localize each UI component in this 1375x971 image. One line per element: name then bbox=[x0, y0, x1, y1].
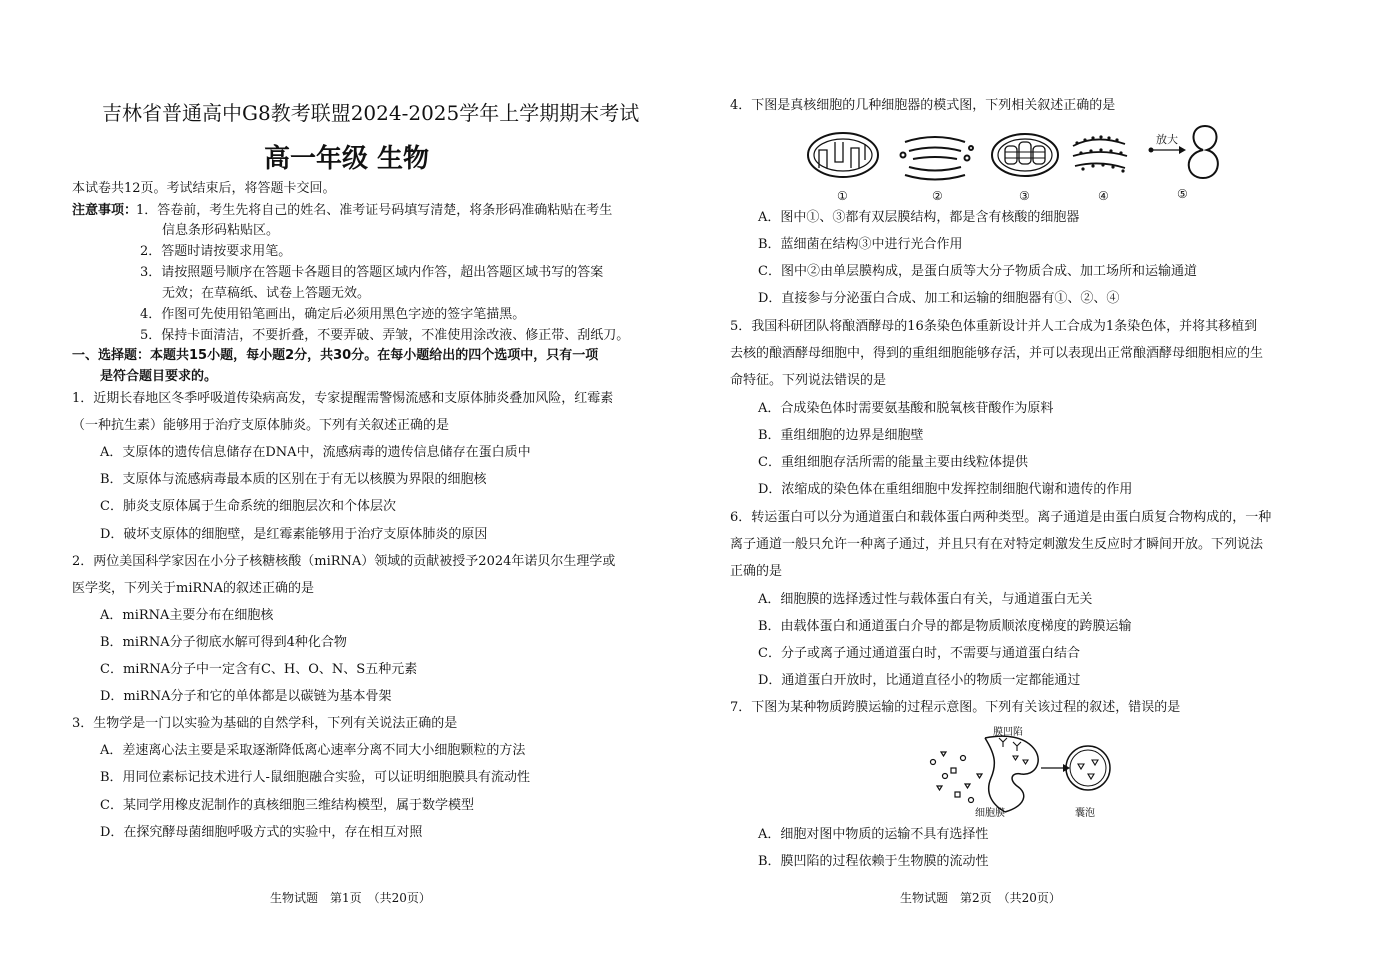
q6-stem-cont2: 正确的是 bbox=[730, 564, 783, 579]
label-cell-membrane: 细胞膜 bbox=[975, 808, 1005, 819]
notice-1b: 信息条形码粘贴区。 bbox=[162, 223, 280, 238]
label-3: ③ bbox=[1019, 189, 1030, 203]
rough-er-diagram bbox=[1073, 135, 1127, 172]
q4-option-b: B．蓝细菌在结构③中进行光合作用 bbox=[758, 237, 963, 252]
q2-stem: 2．两位美国科学家因在小分子核糖核酸（miRNA）领域的贡献被授予2024年诺贝尔生理学或 bbox=[72, 554, 616, 569]
exam-subtitle: 高一年级 生物 bbox=[264, 144, 430, 174]
q5-option-c: C．重组细胞存活所需的能量主要由线粒体提供 bbox=[758, 455, 1028, 470]
q6-stem: 6．转运蛋白可以分为通道蛋白和载体蛋白两种类型。离子通道是由蛋白质复合物构成的，一种 bbox=[730, 510, 1272, 525]
endocytosis-figure bbox=[925, 724, 1115, 820]
organelle-5-diagram bbox=[1189, 126, 1218, 178]
enlarge-label: 放大 bbox=[1156, 133, 1178, 146]
label-vesicle: 囊泡 bbox=[1075, 808, 1095, 819]
extracellular-particles bbox=[931, 752, 983, 803]
notice-label: 注意事项： bbox=[72, 203, 138, 218]
q6-option-a: A．细胞膜的选择透过性与载体蛋白有关，与通道蛋白无关 bbox=[758, 592, 1093, 607]
q3-option-c: C．某同学用橡皮泥制作的真核细胞三维结构模型，属于数学模型 bbox=[100, 798, 474, 813]
label-membrane-pit: 膜凹陷 bbox=[993, 727, 1023, 738]
golgi-diagram bbox=[901, 137, 974, 180]
q6-option-c: C．分子或离子通过通道蛋白时，不需要与通道蛋白结合 bbox=[758, 646, 1080, 661]
q5-option-d: D．浓缩成的染色体在重组细胞中发挥控制细胞代谢和遗传的作用 bbox=[758, 482, 1133, 497]
q3-option-a: A．差速离心法主要是采取逐渐降低离心速率分离不同大小细胞颗粒的方法 bbox=[100, 743, 526, 758]
right-page-footer: 生物试题 第2页 （共20页） bbox=[900, 891, 1061, 905]
notice-3b: 无效；在草稿纸、试卷上答题无效。 bbox=[162, 286, 371, 301]
intro-text: 本试卷共12页。考试结束后，将答题卡交回。 bbox=[72, 181, 336, 196]
q3-option-d: D．在探究酵母菌细胞呼吸方式的实验中，存在相互对照 bbox=[100, 825, 423, 840]
vesicle-diagram bbox=[1066, 746, 1110, 790]
q4-option-c: C．图中②由单层膜构成，是蛋白质等大分子物质合成、加工场所和运输通道 bbox=[758, 264, 1197, 279]
q5-option-b: B．重组细胞的边界是细胞壁 bbox=[758, 428, 924, 443]
q2-option-d: D．miRNA分子和它的单体都是以碳链为基本骨架 bbox=[100, 689, 392, 704]
label-5: ⑤ bbox=[1177, 187, 1188, 201]
q5-stem-cont: 去核的酿酒酵母细胞中，得到的重组细胞能够存活，并可以表现出正常酿酒酵母细胞相应的生 bbox=[730, 346, 1264, 361]
q7-stem: 7．下图为某种物质跨膜运输的过程示意图。下列有关该过程的叙述，错误的是 bbox=[730, 700, 1181, 715]
notice-2: 2．答题时请按要求用笔。 bbox=[140, 244, 292, 259]
notice-4: 4．作图可先使用铅笔画出，确定后必须用黑色字迹的签字笔描黑。 bbox=[140, 307, 526, 322]
q1-stem: 1．近期长春地区冬季呼吸道传染病高发，专家提醒需警惕流感和支原体肺炎叠加风险，红霉素 bbox=[72, 391, 614, 406]
left-page-footer: 生物试题 第1页 （共20页） bbox=[270, 891, 431, 905]
label-4: ④ bbox=[1098, 189, 1109, 203]
q1-option-a: A．支原体的遗传信息储存在DNA中，流感病毒的遗传信息储存在蛋白质中 bbox=[100, 445, 531, 460]
q5-option-a: A．合成染色体时需要氨基酸和脱氧核苷酸作为原料 bbox=[758, 401, 1054, 416]
q2-option-c: C．miRNA分子中一定含有C、H、O、N、S五种元素 bbox=[100, 662, 418, 677]
label-2: ② bbox=[932, 189, 943, 203]
notice-5: 5．保持卡面清洁，不要折叠，不要弄破、弄皱，不准使用涂改液、修正带、刮纸刀。 bbox=[140, 328, 630, 343]
enlarge-arrow bbox=[1149, 132, 1187, 154]
q4-option-a: A．图中①、③都有双层膜结构，都是含有核酸的细胞器 bbox=[758, 210, 1080, 225]
q1-option-c: C．肺炎支原体属于生命系统的细胞层次和个体层次 bbox=[100, 499, 396, 514]
organelle-figure bbox=[805, 122, 1235, 204]
q2-option-b: B．miRNA分子彻底水解可得到4种化合物 bbox=[100, 635, 347, 650]
q3-stem: 3．生物学是一门以实验为基础的自然学科，下列有关说法正确的是 bbox=[72, 716, 458, 731]
mitochondrion-diagram bbox=[808, 133, 878, 177]
q7-option-a: A．细胞对图中物质的运输不具有选择性 bbox=[758, 827, 989, 842]
q5-stem-cont2: 命特征。下列说法错误的是 bbox=[730, 373, 887, 388]
notice-3: 3．请按照题号顺序在答题卡各题目的答题区域内作答，超出答题区域书写的答案 bbox=[140, 265, 604, 280]
q6-option-d: D．通道蛋白开放时，比通道直径小的物质一定都能通过 bbox=[758, 673, 1081, 688]
label-1: ① bbox=[837, 189, 848, 203]
q1-option-b: B．支原体与流感病毒最本质的区别在于有无以核膜为界限的细胞核 bbox=[100, 472, 487, 487]
q1-option-d: D．破坏支原体的细胞壁，是红霉素能够用于治疗支原体肺炎的原因 bbox=[100, 527, 488, 542]
q6-option-b: B．由载体蛋白和通道蛋白介导的都是物质顺浓度梯度的跨膜运输 bbox=[758, 619, 1132, 634]
q2-stem-cont: 医学奖，下列关于miRNA的叙述正确的是 bbox=[72, 581, 315, 596]
section1-heading: 一、选择题：本题共15小题，每小题2分，共30分。在每小题给出的四个选项中，只有一项 bbox=[72, 348, 599, 363]
q1-stem-cont: （一种抗生素）能够用于治疗支原体肺炎。下列有关叙述正确的是 bbox=[72, 418, 450, 433]
chloroplast-diagram bbox=[992, 134, 1058, 176]
q4-option-d: D．直接参与分泌蛋白合成、加工和运输的细胞器有①、②、④ bbox=[758, 291, 1120, 306]
cell-membrane-line bbox=[985, 736, 1038, 812]
q7-option-b: B．膜凹陷的过程依赖于生物膜的流动性 bbox=[758, 854, 989, 869]
section1-heading-cont: 是符合题目要求的。 bbox=[100, 369, 218, 384]
q3-option-b: B．用同位素标记技术进行人-鼠细胞融合实验，可以证明细胞膜具有流动性 bbox=[100, 770, 530, 785]
q6-stem-cont: 离子通道一般只允许一种离子通过，并且只有在对特定刺激发生反应时才瞬间开放。下列说法 bbox=[730, 537, 1264, 552]
notice-1: 1．答卷前，考生先将自己的姓名、准考证号码填写清楚，将条形码准确粘贴在考生 bbox=[136, 203, 613, 218]
exam-title: 吉林省普通高中G8教考联盟2024-2025学年上学期期末考试 bbox=[102, 101, 640, 125]
q2-option-a: A．miRNA主要分布在细胞核 bbox=[100, 608, 274, 623]
q4-stem: 4．下图是真核细胞的几种细胞器的模式图，下列相关叙述正确的是 bbox=[730, 98, 1116, 113]
q5-stem: 5．我国科研团队将酿酒酵母的16条染色体重新设计并人工合成为1条染色体，并将其移植到 bbox=[730, 319, 1258, 334]
